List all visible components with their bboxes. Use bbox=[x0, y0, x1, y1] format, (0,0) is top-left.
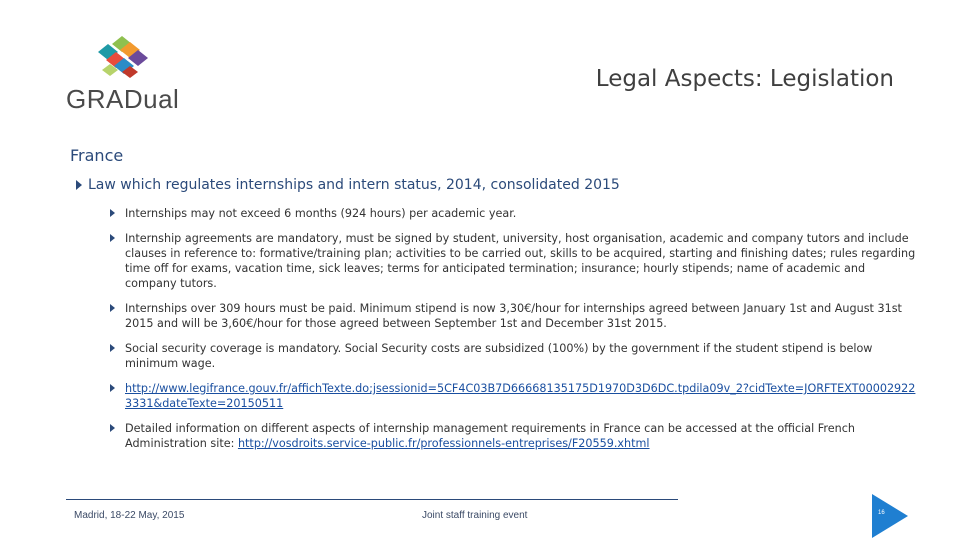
legifrance-link[interactable]: http://www.legifrance.gouv.fr/affichTexte.do;jsessionid=5CF4C03B7D66668135175D1970D3D6DC.tpdila09v_2?cidTexte=JORFTEXT000029223331&dateTexte=20150511 bbox=[125, 382, 916, 410]
list-item bbox=[110, 381, 916, 411]
list-item-text: Internships may not exceed 6 months (924 hours) per academic year. bbox=[125, 207, 517, 220]
bullet-arrow-icon bbox=[110, 384, 115, 392]
service-public-link[interactable]: http://vosdroits.service-public.fr/professionnels-entreprises/F20559.xhtml bbox=[237, 437, 650, 450]
slide-title: Legal Aspects: Legislation bbox=[595, 66, 894, 92]
list-item bbox=[110, 206, 916, 221]
law-heading-text: Law which regulates internships and intern status, 2014, consolidated 2015 bbox=[88, 177, 620, 193]
bullet-arrow-icon bbox=[110, 209, 115, 217]
list-item-text: Internships over 309 hours must be paid. Minimum stipend is now 3,30€/hour for internships agreed between January 1st and August 31st 2015 and will be 3,60€/hour for those agreed between September 1st and December 31st 2015. bbox=[125, 302, 902, 330]
bullet-arrow-icon bbox=[110, 344, 115, 352]
list-item bbox=[110, 421, 916, 451]
list-item bbox=[110, 341, 916, 371]
list-item bbox=[110, 231, 916, 291]
page-badge-icon bbox=[872, 494, 908, 538]
list-item-text: Internship agreements are mandatory, must be signed by student, university, host organisation, academic and company tutors and include clauses in reference to: formative/training plan; activities to be carried out, skills to be acquired, starting and finishing dates; rules regarding time off for exams, vacation time, sick leaves; terms for anticipated termination; insurance; hourly stipends; name of academic and company tutors. bbox=[125, 232, 916, 290]
section-heading: France bbox=[70, 146, 124, 165]
bullet-arrow-icon bbox=[76, 180, 82, 190]
list-item bbox=[110, 301, 916, 331]
bullet-list bbox=[110, 206, 916, 461]
list-item-text: Detailed information on different aspects of internship management requirements in France can be accessed at the official French Administration site: bbox=[125, 422, 855, 450]
footer-event: Joint staff training event bbox=[422, 510, 528, 521]
list-item-text: Social security coverage is mandatory. Social Security costs are subsidized (100%) by the government if the student stipend is below minimum wage. bbox=[125, 342, 873, 370]
bullet-arrow-icon bbox=[110, 234, 115, 242]
bullet-arrow-icon bbox=[110, 424, 115, 432]
law-heading bbox=[76, 177, 620, 193]
footer-divider bbox=[66, 499, 678, 500]
logo-wordmark: GRADual bbox=[66, 84, 180, 114]
footer-location-date: Madrid, 18-22 May, 2015 bbox=[74, 510, 185, 521]
page-number: 16 bbox=[878, 510, 885, 516]
bullet-arrow-icon bbox=[110, 304, 115, 312]
